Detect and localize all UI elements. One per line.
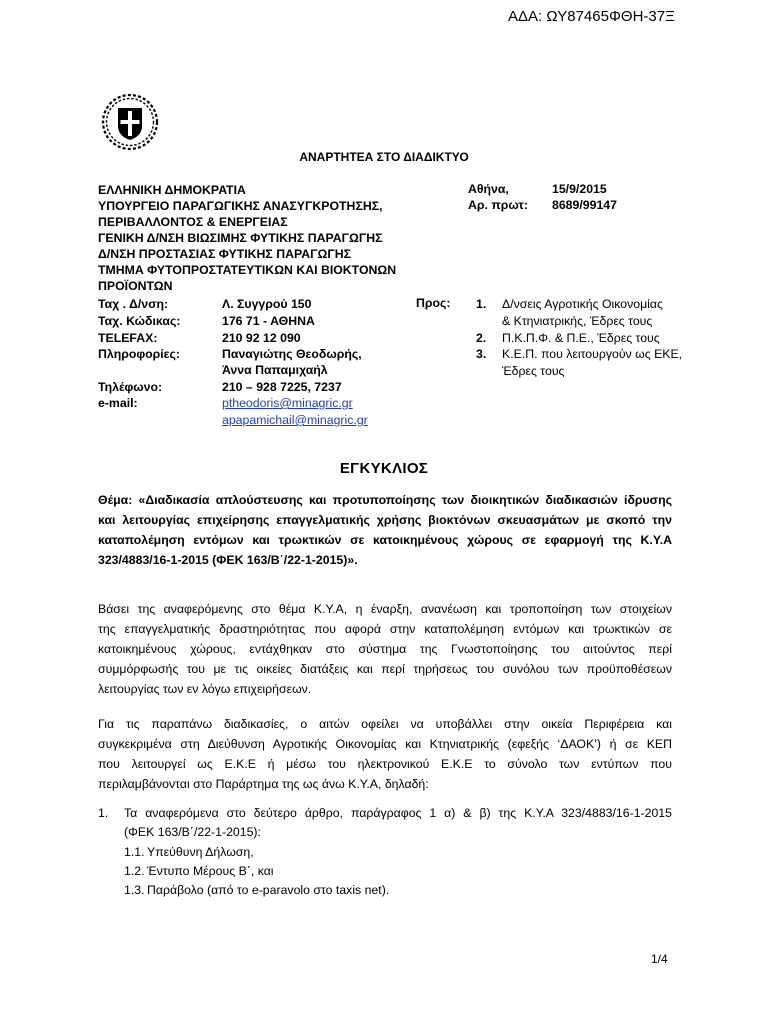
authority-line: ΠΡΟΪΟΝΤΩΝ [98,279,173,293]
recipient-item [502,330,660,347]
recipient-number: 1. [476,297,487,311]
authority-line: Δ/ΝΣΗ ΠΡΟΣΤΑΣΙΑΣ ΦΥΤΙΚΗΣ ΠΑΡΑΓΩΓΗΣ [98,247,352,261]
phone-label: Τηλέφωνο: [98,380,163,394]
subject [98,490,672,570]
protocol-label: Αρ. πρωτ: [468,198,528,212]
email-link-1[interactable]: ptheodoris@minagric.gr [222,396,353,410]
email-link-2[interactable]: apapamichail@minagric.gr [222,413,368,427]
info-label: Πληροφορίες: [98,347,181,361]
body-paragraph-2 [98,714,672,794]
address-value: Λ. Συγγρού 150 [222,297,312,311]
email-label: e-mail: [98,396,138,410]
paragraph-line: Για τις παραπάνω διαδικασίες, ο αιτών οφείλει να υποβάλλει στην οικεία Περιφέρεια και [98,717,672,731]
paragraph-line: συμμόρφωσής του με τις οικείες διατάξεις και περί τηρήσεως του συνόλου των προϋποθέσεων [98,662,672,676]
document-type: ΕΓΚΥΚΛΙΟΣ [339,460,429,477]
recipient-line: Δ/νσεις Αγροτικής Οικονομίας [502,297,663,311]
list-item [124,804,672,842]
recipient-item [502,296,663,330]
list-item-line: (ΦΕΚ 163/Β΄/22-1-2015): [124,825,261,839]
sub-item-number: 1.3. [124,883,145,897]
subject-line: Θέμα: «Διαδικασία απλούστευσης και προτυποποίησης των διοικητικών διαδικασιών ίδρυσης [98,493,672,507]
recipients-label: Προς: [416,296,451,310]
paragraph-line: Βάσει της αναφερόμενης στο θέμα Κ.Υ.Α, η έναρξη, ανανέωση και τροποποίηση των στοιχείων [98,602,672,616]
list-item-line: Τα αναφερόμενα στο δεύτερο άρθρο, παράγραφος 1 α) & β) της Κ.Υ.Α 323/4883/16-1-2015 [124,806,672,820]
body-paragraph-1 [98,599,672,699]
paragraph-line: κατοικημένους χώρους, εντάχθηκαν στο σύστημα της Γνωστοποίησης του αιτούντος περί [98,642,672,656]
page-number: 1/4 [651,952,668,966]
subject-line: 323/4883/16-1-2015 (ΦΕΚ 163/Β΄/22-1-2015)». [98,553,358,567]
recipient-line: Π.Κ.Π.Φ. & Π.Ε., Έδρες τους [502,331,660,345]
recipient-item [502,346,682,380]
recipient-line: Κ.Ε.Π. που λειτουργούν ως ΕΚΕ, [502,347,683,361]
sub-item-text: Υπεύθυνη Δήλωση, [147,845,254,859]
ada-code: ΑΔΑ: ΩΥ87465ΦΘΗ-37Ξ [508,8,675,25]
sub-item-number: 1.1. [124,845,145,859]
paragraph-line: συγκεκριμένα στη Διεύθυνση Αγροτικής Οικονομίας και Κτηνιατρικής (εφεξής ‘ΔΑΟΚ’) ή σε ΚΕΠ [98,737,672,751]
authority-line: ΥΠΟΥΡΓΕΙΟ ΠΑΡΑΓΩΓΙΚΗΣ ΑΝΑΣΥΓΚΡΟΤΗΣΗΣ, [98,199,383,213]
protocol-number: 8689/99147 [552,198,617,212]
publish-note: ΑΝΑΡΤΗΤΕΑ ΣΤΟ ΔΙΑΔΙΚΤΥΟ [299,150,469,164]
subject-line: και λειτουργίας επιχείρησης επαγγελματικής χρήσης βιοκτόνων σκευασμάτων με σκοπό την [98,513,672,527]
postal-label: Ταχ. Κώδικας: [98,314,181,328]
phone-value: 210 – 928 7225, 7237 [222,380,342,394]
subject-line: καταπολέμηση εντόμων και τρωκτικών σε κατοικημένους χώρους σε εφαρμογή της Κ.Υ.Α [98,533,672,547]
address-label: Ταχ . Δ/νση: [98,297,169,311]
recipient-line: Έδρες τους [502,364,565,378]
postal-value: 176 71 - ΑΘΗΝΑ [222,314,315,328]
info-person-2: Άννα Παπαμιχαήλ [222,363,328,377]
recipient-number: 3. [476,347,487,361]
info-person-1: Παναγιώτης Θεοδωρής, [222,347,362,361]
place-label: Αθήνα, [468,182,509,196]
paragraph-line: της επαγγελματικής δραστηριότητας που αφορά στην καταπολέμηση εντόμων και τρωκτικών σε [98,622,672,636]
fax-value: 210 92 12 090 [222,331,301,345]
recipient-number: 2. [476,331,487,345]
sub-item-number: 1.2. [124,864,145,878]
fax-label: TELEFAX: [98,331,158,345]
issuing-authority [98,182,396,294]
paragraph-line: λειτουργίας των εν λόγω επιχειρήσεων. [98,682,312,696]
sub-item-text: Παράβολο (από το e-paravolo στο taxis net). [147,883,390,897]
authority-line: ΤΜΗΜΑ ΦΥΤΟΠΡΟΣΤΑΤΕΥΤΙΚΩΝ ΚΑΙ ΒΙΟΚΤΟΝΩΝ [98,263,397,277]
list-item-number: 1. [98,806,109,820]
authority-line: ΕΛΛΗΝΙΚΗ ΔΗΜΟΚΡΑΤΙΑ [98,183,246,197]
authority-line: ΠΕΡΙΒΑΛΛΟΝΤΟΣ & ΕΝΕΡΓΕΙΑΣ [98,215,288,229]
date-value: 15/9/2015 [552,182,607,196]
sub-item-text: Έντυπο Μέρους Β΄, και [147,864,274,878]
authority-line: ΓΕΝΙΚΗ Δ/ΝΣΗ ΒΙΩΣΙΜΗΣ ΦΥΤΙΚΗΣ ΠΑΡΑΓΩΓΗΣ [98,231,383,245]
recipient-line: & Κτηνιατρικής, Έδρες τους [502,314,653,328]
greek-emblem-icon [100,92,160,152]
paragraph-line: που λειτουργεί ως Ε.Κ.Ε ή μέσω του ηλεκτρονικού Ε.Κ.Ε το σύνολο των εντύπων που [98,757,672,771]
paragraph-line: περιλαμβάνονται στο Παράρτημα της ως άνω Κ.Υ.Α, δηλαδή: [98,777,429,791]
